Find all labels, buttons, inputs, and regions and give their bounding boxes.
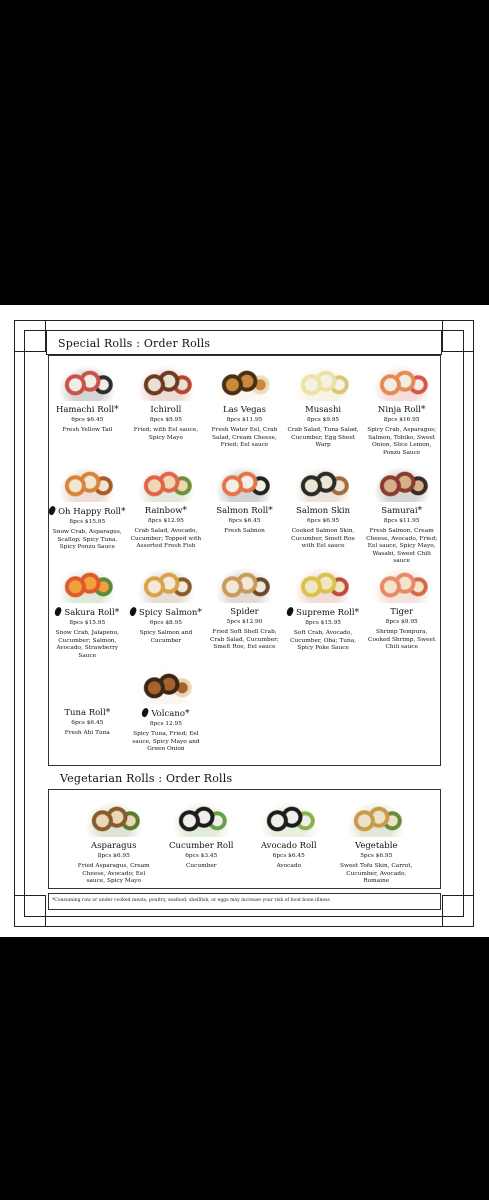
item-price: 8pcs $6.95: [97, 853, 130, 859]
item-price: 8pcs $16.95: [383, 417, 420, 423]
item-name-row: [48, 708, 127, 719]
item-description: Fried; with Eel sauce, Spicy Mayo: [133, 427, 199, 441]
spicy-pepper-icon: [54, 606, 63, 617]
menu-item-hamachi-roll: [48, 365, 127, 466]
item-description: Fresh Water Eel, Crab Salad, Cream Cheese, Fried; Eel sauce: [211, 427, 278, 449]
item-price: 6pcs $3.45: [185, 853, 218, 859]
item-description: Fried Asparagus, Cream Cheese, Avocado; Eel sauce, Spicy Mayo: [77, 863, 150, 885]
raw-warning-asterisk: *: [417, 506, 423, 516]
menu-item-tuna-roll: [48, 668, 127, 769]
item-description: Avocado: [276, 863, 302, 869]
item-name: Samurai: [381, 506, 418, 516]
sushi-roll-image: [294, 567, 352, 603]
special-rolls-grid: [48, 365, 441, 769]
item-name-row: [158, 841, 246, 852]
menu-item-ninja-roll: [362, 365, 441, 466]
raw-warning-asterisk: *: [184, 709, 190, 719]
item-price: 8pcs $11.95: [226, 417, 263, 423]
raw-warning-asterisk: *: [268, 506, 273, 516]
item-name: Spider: [230, 607, 259, 617]
sushi-roll-image: [373, 365, 431, 401]
raw-warning-asterisk: *: [354, 608, 360, 618]
menu-item-salmon-skin: [284, 466, 363, 567]
menu-item-avocado-roll: [245, 801, 333, 891]
item-description: Snow Crab, Asparagus, Scallop; Spicy Tuna, Spicy Ponzu Sauce: [52, 529, 122, 551]
vegetarian-rolls-heading: Vegetarian Rolls : Order Rolls: [60, 772, 233, 785]
item-description: Spicy Salmon and Cucumber: [139, 630, 193, 644]
item-name-row: [48, 405, 127, 416]
item-price: 6pcs $6.45: [272, 853, 305, 859]
item-description: Fresh Salmon: [224, 528, 265, 534]
menu-page: [0, 305, 489, 937]
item-name: Spicy Salmon: [138, 608, 198, 618]
item-price: 8pcs $9.95: [307, 417, 340, 423]
item-description: Crab Salad, Avocado, Cucumber; Topped with Assorted Fresh Fish: [130, 528, 202, 550]
item-name-row: [205, 405, 284, 416]
raw-warning-asterisk: *: [420, 405, 426, 415]
item-name: Oh Happy Roll: [58, 507, 122, 517]
item-name-row: [205, 506, 284, 517]
item-name-row: [362, 607, 441, 618]
item-name-row: [284, 506, 363, 517]
item-price: 8pcs $15.95: [69, 519, 106, 525]
item-price: 6pcs $6.95: [307, 518, 340, 524]
item-name-row: [362, 405, 441, 416]
item-name-row: [48, 607, 127, 619]
item-name-row: [70, 841, 158, 852]
item-price: 8pcs $9.95: [149, 417, 182, 423]
item-price: 6pcs $6.45: [71, 720, 104, 726]
sushi-roll-image: [294, 466, 352, 502]
item-name: Tuna Roll: [64, 708, 106, 718]
item-description: Fried Soft Shell Crab, Crab Salad, Cucumber; Smelt Roe, Eel sauce: [210, 629, 279, 651]
vegetarian-rolls-grid: [70, 801, 420, 891]
item-name: Las Vegas: [222, 405, 266, 415]
sushi-roll-image: [215, 567, 273, 603]
item-name: Sakura Roll: [64, 608, 115, 618]
item-price: 6pcs $6.45: [228, 518, 261, 524]
item-name-row: [245, 841, 333, 852]
menu-item-sakura-roll: [48, 567, 127, 668]
menu-item-volcano: [127, 668, 206, 769]
corner-ornament-top-right: [442, 320, 474, 352]
sushi-roll-image: [215, 365, 273, 401]
item-name: Supreme Roll: [296, 608, 355, 618]
raw-warning-asterisk: *: [114, 608, 120, 618]
item-name: Asparagus: [91, 841, 137, 851]
menu-item-oh-happy-roll: [48, 466, 127, 567]
item-price: 8pcs $15.95: [305, 620, 341, 626]
footnote: *Consuming raw or under cooked meats, poultry, seafood, shellfish, or eggs may increase your risk of food bone illness: [52, 898, 330, 903]
item-name: Ichiroll: [150, 405, 182, 415]
menu-item-ichiroll: [127, 365, 206, 466]
sushi-roll-image: [137, 668, 195, 704]
spicy-pepper-icon: [47, 505, 56, 516]
item-description: Fresh Yellow Tail: [62, 427, 113, 433]
item-name: Hamachi Roll: [55, 405, 115, 415]
item-description: Spicy Crab, Asparagus; Salmon, Tobiko, Sweet Onion, Slice Lemon, Ponzu Sauce: [367, 427, 437, 456]
item-name: Salmon Skin: [296, 506, 351, 516]
menu-item-samurai: [362, 466, 441, 567]
sushi-roll-image: [373, 466, 431, 502]
item-name: Rainbow: [144, 506, 183, 516]
sushi-roll-image: [58, 668, 116, 704]
raw-warning-asterisk: *: [105, 708, 111, 718]
menu-item-supreme-roll: [284, 567, 363, 668]
item-name-row: [284, 405, 363, 416]
item-name-row: [362, 506, 441, 517]
item-description: Fresh Salmon, Cream Cheese, Avocado, Fried; Eel sauce, Spicy Mayo, Wasabi, Sweet Chili sauce: [366, 528, 438, 565]
item-name-row: [127, 607, 206, 619]
sushi-roll-image: [215, 466, 273, 502]
item-price: 6pcs $6.45: [71, 417, 104, 423]
raw-warning-asterisk: *: [197, 608, 202, 618]
item-name-row: [333, 841, 421, 852]
raw-warning-asterisk: *: [182, 506, 187, 516]
item-description: Shrimp Tempura, Cooked Shrimp, Sweet Chili sauce: [368, 629, 436, 651]
item-name-row: [48, 506, 127, 518]
item-description: Fresh Ahi Tuna: [64, 730, 110, 736]
sushi-roll-image: [137, 365, 195, 401]
item-price: 8pcs $12.95: [148, 518, 184, 524]
item-price: 5pcs $12.90: [226, 619, 263, 625]
item-name: Musashi: [304, 405, 342, 415]
item-description: Snow Crab, Jalapeno, Cucumber; Salmon, Avocado, Strawberry Sauce: [55, 630, 119, 659]
sushi-roll-image: [373, 567, 431, 603]
sushi-roll-image: [58, 466, 116, 502]
item-description: Crab Salad, Tuna Salad, Cucumber, Egg Sheet Warp: [287, 427, 359, 449]
menu-item-rainbow: [127, 466, 206, 567]
item-name: Ninja Roll: [377, 405, 421, 415]
item-name-row: [284, 607, 363, 619]
item-name-row: [205, 607, 284, 618]
item-name: Salmon Roll: [216, 506, 269, 516]
menu-item-salmon-roll: [205, 466, 284, 567]
item-price: 8pcs $11.95: [383, 518, 420, 524]
item-name-row: [127, 405, 206, 416]
item-price: 8pcs $15.95: [69, 620, 106, 626]
menu-item-vegetable: [333, 801, 421, 891]
item-name-row: [127, 506, 206, 517]
spicy-pepper-icon: [128, 606, 137, 617]
sushi-roll-image: [294, 365, 352, 401]
item-name: Cucumber Roll: [169, 841, 234, 851]
item-description: Spicy Tuna, Fried; Eel sauce, Spicy Mayo and Green Onion: [132, 731, 200, 753]
raw-warning-asterisk: *: [121, 507, 126, 517]
sushi-roll-image: [58, 365, 116, 401]
sushi-roll-image: [347, 801, 405, 837]
item-price: 6pcs $8.95: [149, 620, 182, 626]
item-name: Avocado Roll: [260, 841, 317, 851]
raw-warning-asterisk: *: [114, 405, 119, 415]
sushi-roll-image: [58, 567, 116, 603]
sushi-roll-image: [85, 801, 143, 837]
item-price: 8pcs 12.95: [149, 721, 182, 727]
item-description: Sweet Tofu Skin, Carrot, Cucumber, Avocado, Romaine: [340, 863, 413, 885]
spicy-pepper-icon: [141, 707, 150, 718]
corner-ornament-bottom-left: [14, 895, 46, 927]
sushi-roll-image: [260, 801, 318, 837]
corner-ornament-bottom-right: [442, 895, 474, 927]
menu-item-spider: [205, 567, 284, 668]
item-price: 5pcs $6.95: [360, 853, 393, 859]
menu-item-cucumber-roll: [158, 801, 246, 891]
menu-item-spicy-salmon: [127, 567, 206, 668]
sushi-roll-image: [172, 801, 230, 837]
item-price: 8pcs $9.95: [385, 619, 418, 625]
menu-item-musashi: [284, 365, 363, 466]
menu-item-asparagus: [70, 801, 158, 891]
menu-item-tiger: [362, 567, 441, 668]
menu-item-las-vegas: [205, 365, 284, 466]
sushi-roll-image: [137, 466, 195, 502]
spicy-pepper-icon: [285, 606, 294, 617]
item-name: Tiger: [390, 607, 414, 617]
item-name-row: [127, 708, 206, 720]
sushi-roll-image: [137, 567, 195, 603]
corner-ornament-top-left: [14, 320, 46, 352]
item-description: Cooked Salmon Skin, Cucumber, Smelt Roe with Eel sauce: [291, 528, 355, 550]
item-name: Volcano: [151, 709, 185, 719]
special-rolls-heading: Special Rolls : Order Rolls: [58, 337, 211, 350]
item-description: Cucumber: [185, 863, 217, 869]
item-name: Vegetable: [354, 841, 398, 851]
item-description: Soft Crab, Avocado, Cucumber, Oba; Tuna, Spicy Poke Sauce: [290, 630, 357, 652]
